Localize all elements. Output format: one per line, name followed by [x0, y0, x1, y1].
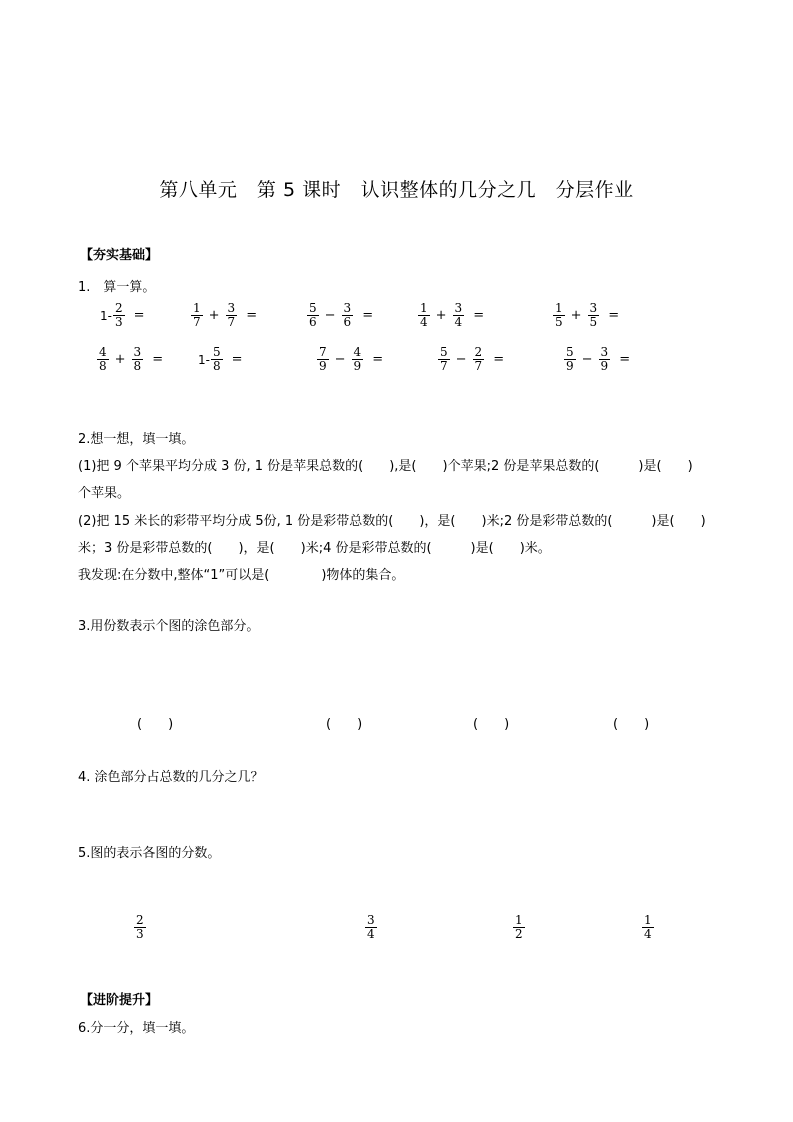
numerator: 2 — [114, 301, 123, 315]
answer-blank-3: ( ) — [473, 717, 510, 732]
numerator: 4 — [353, 345, 362, 359]
denominator: 3 — [136, 927, 144, 941]
fraction — [588, 302, 600, 329]
fraction — [352, 346, 364, 373]
calc-expression — [316, 346, 388, 373]
fraction — [342, 302, 354, 329]
section-heading-advanced: 【进阶提升】 — [80, 993, 159, 1008]
question-3-label: 3.用份数表示个图的涂色部分。 — [78, 619, 260, 634]
numerator: 5 — [212, 345, 221, 359]
denominator: 9 — [319, 359, 327, 373]
question-5-label: 5.图的表示各图的分数。 — [78, 846, 221, 861]
numerator: 5 — [440, 345, 448, 359]
calc-expression — [552, 302, 624, 329]
fraction — [211, 346, 223, 373]
whole-number: 1- — [198, 352, 210, 367]
denominator: 9 — [353, 359, 362, 373]
fraction — [191, 302, 203, 329]
operator: − — [581, 352, 593, 367]
calc-expression — [306, 302, 378, 329]
question-2-line-4: 米；3 份是彩带总数的( )，是( )米;4 份是彩带总数的( )是( )米。 — [78, 541, 551, 556]
fraction — [132, 346, 144, 373]
numerator: 5 — [566, 345, 574, 359]
fraction — [473, 346, 485, 373]
calc-expression — [198, 346, 248, 373]
operator: + — [208, 308, 220, 323]
calc-expression — [417, 302, 489, 329]
question-2-line-5: 我发现:在分数中,整体“1”可以是( )物体的集合。 — [78, 568, 405, 583]
numerator: 1 — [555, 301, 563, 315]
numerator: 1 — [644, 913, 652, 927]
numerator: 3 — [343, 301, 352, 315]
question-2-label: 2.想一想，填一填。 — [78, 432, 195, 447]
operator: + — [114, 352, 126, 367]
whole-number: 1- — [100, 308, 112, 323]
numerator: 3 — [367, 913, 375, 927]
numerator: 3 — [227, 301, 236, 315]
numerator: 3 — [600, 345, 609, 359]
equals-sign: = — [608, 308, 620, 323]
fraction — [453, 302, 465, 329]
calc-expression — [96, 346, 168, 373]
answer-blank-1: ( ) — [137, 717, 174, 732]
denominator: 8 — [212, 359, 221, 373]
fraction-answer-3 — [512, 914, 526, 941]
fraction-answer-2 — [364, 914, 378, 941]
denominator: 8 — [99, 359, 107, 373]
fraction — [599, 346, 611, 373]
operator: − — [334, 352, 346, 367]
denominator: 6 — [343, 315, 352, 329]
numerator: 2 — [136, 913, 144, 927]
answer-blank-4: ( ) — [613, 717, 650, 732]
denominator: 3 — [114, 315, 123, 329]
equals-sign: = — [372, 352, 384, 367]
calc-expression — [100, 302, 150, 329]
denominator: 4 — [420, 315, 428, 329]
fraction — [438, 346, 450, 373]
fraction — [418, 302, 430, 329]
equals-sign: = — [493, 352, 505, 367]
denominator: 4 — [367, 927, 375, 941]
numerator: 3 — [133, 345, 142, 359]
equals-sign: = — [133, 308, 145, 323]
fraction — [97, 346, 109, 373]
page-title: 第八单元 第 5 课时 认识整体的几分之几 分层作业 — [159, 179, 634, 201]
operator: + — [570, 308, 582, 323]
denominator: 7 — [440, 359, 448, 373]
numerator: 1 — [420, 301, 428, 315]
operator: − — [324, 308, 336, 323]
question-4-label: 4. 涂色部分占总数的几分之几？ — [78, 770, 264, 785]
fraction — [564, 346, 576, 373]
denominator: 7 — [193, 315, 201, 329]
denominator: 8 — [133, 359, 142, 373]
denominator: 9 — [600, 359, 609, 373]
numerator: 1 — [193, 301, 201, 315]
numerator: 2 — [474, 345, 483, 359]
numerator: 1 — [515, 913, 523, 927]
fraction — [317, 346, 329, 373]
fraction-answer-1 — [133, 914, 147, 941]
denominator: 5 — [589, 315, 598, 329]
fraction — [307, 302, 319, 329]
denominator: 9 — [566, 359, 574, 373]
calc-expression — [437, 346, 509, 373]
calc-expression — [563, 346, 635, 373]
operator: + — [435, 308, 447, 323]
numerator: 7 — [319, 345, 327, 359]
numerator: 3 — [454, 301, 463, 315]
denominator: 6 — [309, 315, 317, 329]
calc-expression — [190, 302, 262, 329]
equals-sign: = — [231, 352, 243, 367]
denominator: 2 — [515, 927, 523, 941]
equals-sign: = — [246, 308, 258, 323]
numerator: 5 — [309, 301, 317, 315]
fraction — [553, 302, 565, 329]
equals-sign: = — [619, 352, 631, 367]
fraction — [226, 302, 238, 329]
equals-sign: = — [152, 352, 164, 367]
fraction-answer-4 — [641, 914, 655, 941]
operator: − — [455, 352, 467, 367]
denominator: 4 — [454, 315, 463, 329]
equals-sign: = — [362, 308, 374, 323]
denominator: 5 — [555, 315, 563, 329]
section-heading-basic: 【夯实基础】 — [80, 248, 159, 263]
question-2-line-2: 个苹果。 — [78, 486, 131, 501]
question-1-label: 1. 算一算。 — [78, 280, 156, 295]
numerator: 3 — [589, 301, 598, 315]
denominator: 7 — [474, 359, 483, 373]
question-2-line-3: (2)把 15 米长的彩带平均分成 5份, 1 份是彩带总数的( )，是( )米;2 份是彩带总数的( )是( ) — [78, 514, 706, 529]
fraction — [113, 302, 125, 329]
numerator: 4 — [99, 345, 107, 359]
denominator: 7 — [227, 315, 236, 329]
denominator: 4 — [644, 927, 652, 941]
answer-blank-2: ( ) — [326, 717, 363, 732]
equals-sign: = — [473, 308, 485, 323]
question-2-line-1: (1)把 9 个苹果平均分成 3 份, 1 份是苹果总数的( ),是( )个苹果;2 份是苹果总数的( )是( ) — [78, 459, 693, 474]
question-6-label: 6.分一分，填一填。 — [78, 1021, 195, 1036]
